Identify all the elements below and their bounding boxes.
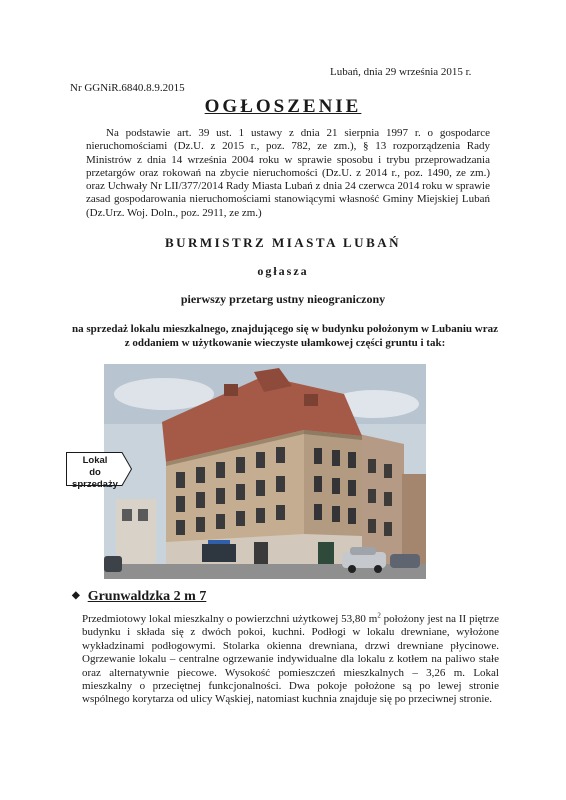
property-address: Grunwaldzka 2 m 7 bbox=[87, 589, 207, 604]
place-date: Lubań, dnia 29 września 2015 r. bbox=[330, 66, 472, 78]
callout-label-line-1: Lokal bbox=[82, 455, 108, 466]
description-part-2: położony jest na II piętrze budynku i składa się z dwóch pokoi, kuchni. Podłogi w lokalu drewniane, wyłożone wykładzinami podłogowymi. Stolarka okienna drewniana, drzwi drewniane płycinowe. Ogrzewanie lokalu – centralne ogrzewanie indywidualne dla lokalu z kotłem na paliwo stałe oraz alternatywnie piecowe. Wysokość pomieszczeń mieszkalnych – 3,26 m. Lokal mieszkalny o przeciętnej funkcjonalności. Dwa pokoje położone są po lewej stronie wspólnego korytarza od ulicy Wąskiej, natomiast kuchnia znajduje się po przeciwnej stronie. bbox=[82, 613, 499, 706]
property-section-heading bbox=[72, 589, 206, 605]
issuer-heading: BURMISTRZ MIASTA LUBAŃ bbox=[164, 235, 402, 250]
area-unit-superscript: 2 bbox=[377, 611, 381, 620]
unit-callout-arrow bbox=[66, 452, 132, 490]
callout-label-line-2: do sprzedaży bbox=[72, 467, 118, 490]
building-photo bbox=[104, 364, 426, 579]
announces-heading: ogłasza bbox=[257, 264, 309, 278]
document-title: OGŁOSZENIE bbox=[204, 96, 362, 117]
auction-type-heading: pierwszy przetarg ustny nieograniczony bbox=[180, 292, 386, 306]
reference-number: Nr GGNiR.6840.8.9.2015 bbox=[70, 82, 185, 94]
property-description bbox=[82, 613, 499, 707]
sale-subject-paragraph: na sprzedaż lokalu mieszkalnego, znajdującego się w budynku położonym w Lubaniu wraz z oddaniem w użytkowanie wieczyste ułamkowej części gruntu i tak: bbox=[72, 323, 498, 349]
callout-label bbox=[68, 455, 122, 491]
legal-basis-paragraph: Na podstawie art. 39 ust. 1 ustawy z dnia 21 sierpnia 1997 r. o gospodarce nieruchomościami (Dz.U. z 2015 r., poz. 782, ze zm.), § 13 rozporządzenia Rady Ministrów z dnia 14 września 2004 roku w sprawie sposobu i trybu przeprowadzania przetargów oraz rokowań na zbycie nieruchomości (Dz.U. z 2014 r., poz. 1490, ze zm.) oraz Uchwały Nr LII/377/2014 Rady Miasta Lubań z dnia 24 czerwca 2014 roku w sprawie zasad gospodarowania nieruchomościami stanowiącymi własność Gminy Miejskiej Lubań (Dz.Urz. Woj. Doln., poz. 2911, ze zm.) bbox=[86, 127, 490, 219]
description-part-1: Przedmiotowy lokal mieszkalny o powierzchni użytkowej 53,80 m bbox=[82, 613, 378, 625]
diamond-bullet-icon: ◆ bbox=[72, 590, 80, 601]
